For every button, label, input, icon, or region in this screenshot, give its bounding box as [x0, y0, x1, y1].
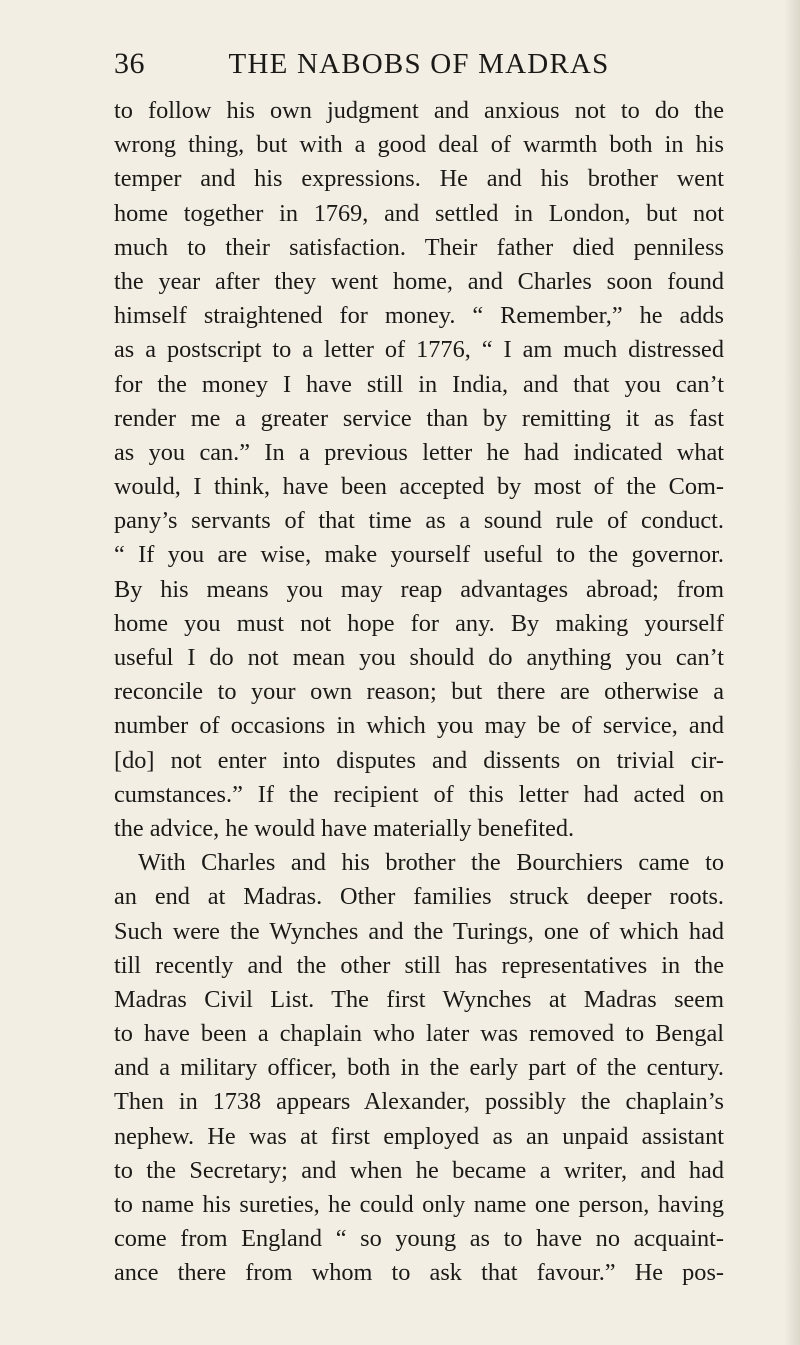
text-line: cumstances.” If the recipient of this letter had acted on — [114, 780, 724, 808]
running-head: THE NABOBS OF MADRAS — [228, 48, 610, 80]
text-line: for the money I have still in India, and that you can’t — [114, 370, 724, 398]
text-line: Such were the Wynches and the Turings, one of which had — [114, 917, 724, 945]
text-line: to the Secretary; and when he became a writer, and had — [114, 1156, 724, 1184]
page-edge-shadow — [784, 0, 800, 1345]
text-line: By his means you may reap advantages abroad; from — [114, 575, 724, 603]
text-line: “ If you are wise, make yourself useful to the governor. — [114, 541, 724, 569]
text-line: the advice, he would have materially benefited. — [114, 814, 575, 842]
text-line: useful I do not mean you should do anything you can’t — [114, 644, 724, 671]
text-line: number of occasions in which you may be of service, and — [114, 712, 724, 740]
text-line: ance there from whom to ask that favour.” He pos- — [114, 1259, 724, 1287]
text-line: come from England “ so young as to have no acquaint- — [114, 1225, 724, 1253]
text-line: himself straightened for money. “ Remember,” he adds — [114, 302, 724, 330]
text-line: reconcile to your own reason; but there are otherwise a — [114, 678, 724, 706]
text-line: as a postscript to a letter of 1776, “ I am much distressed — [114, 336, 724, 364]
text-line: temper and his expressions. He and his brother went — [114, 165, 724, 193]
text-line: home together in 1769, and settled in London, but not — [114, 199, 724, 227]
text-line: wrong thing, but with a good deal of warmth both in his — [114, 131, 724, 159]
text-line: the year after they went home, and Charles soon found — [114, 267, 724, 295]
text-line: home you must not hope for any. By making yourself — [114, 609, 724, 637]
text-line: With Charles and his brother the Bourchiers came to — [138, 849, 724, 877]
text-line: would, I think, have been accepted by most of the Com- — [114, 473, 724, 501]
text-line: pany’s servants of that time as a sound rule of conduct. — [114, 507, 724, 535]
text-line: till recently and the other still has representatives in the — [114, 951, 724, 979]
text-line: Madras Civil List. The first Wynches at Madras seem — [114, 985, 724, 1013]
text-line: Then in 1738 appears Alexander, possibly the chaplain’s — [114, 1088, 724, 1116]
text-line: as you can.” In a previous letter he had indicated what — [114, 438, 724, 466]
text-line: to name his sureties, he could only name one person, having — [114, 1191, 724, 1218]
text-line: render me a greater service than by remitting it as fast — [114, 404, 724, 432]
text-line: and a military officer, both in the early part of the century. — [114, 1054, 724, 1082]
text-line: nephew. He was at first employed as an unpaid assistant — [114, 1122, 724, 1150]
text-line: an end at Madras. Other families struck deeper roots. — [114, 883, 724, 911]
text-line: to have been a chaplain who later was removed to Bengal — [114, 1020, 724, 1048]
text-line: to follow his own judgment and anxious not to do the — [114, 97, 724, 124]
text-line: much to their satisfaction. Their father died penniless — [114, 233, 724, 261]
body-text — [114, 94, 724, 1291]
page-number: 36 — [114, 47, 145, 80]
text-line: [do] not enter into disputes and dissents on trivial cir- — [114, 746, 724, 774]
page-header — [114, 44, 724, 92]
